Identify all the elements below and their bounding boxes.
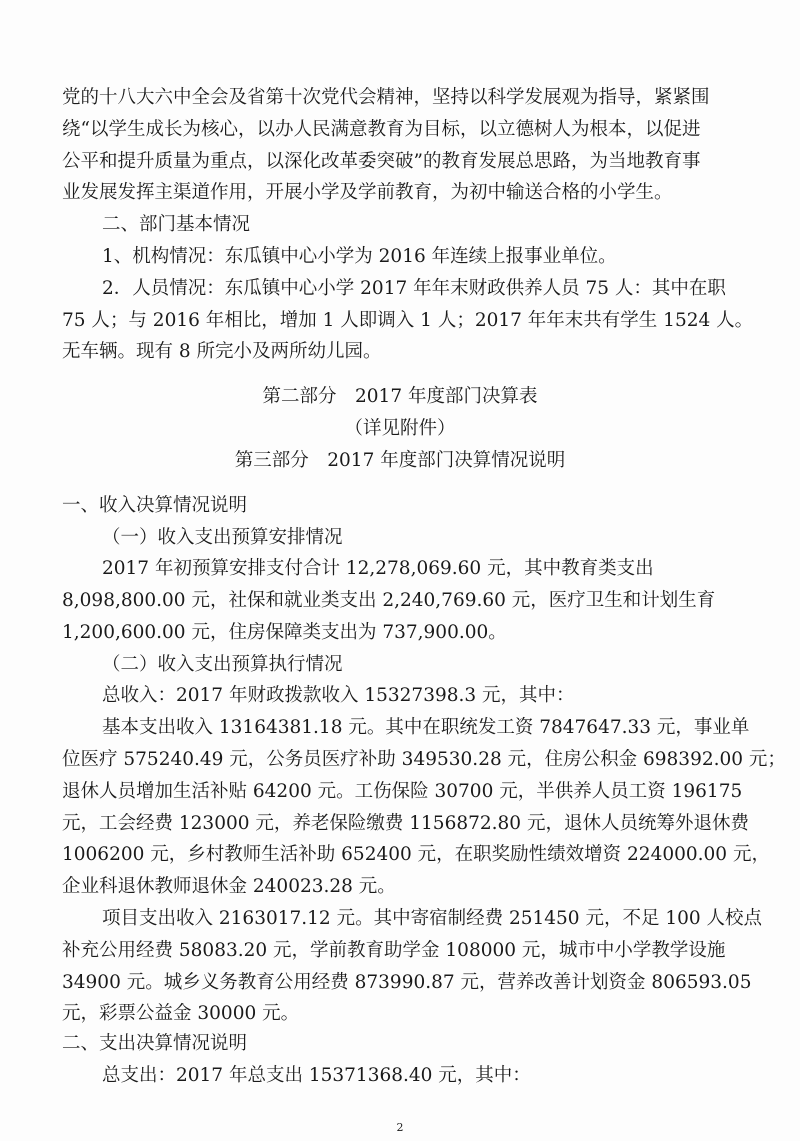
paragraph-line: 项目支出收入 2163017.12 元。其中寄宿制经费 251450 元，不足 100 人校点	[102, 907, 763, 929]
paragraph-line: 绕“以学生成长为核心，以办人民满意教育为目标，以立德树人为根本，以促进	[62, 118, 701, 140]
paragraph-line: 2．人员情况：东瓜镇中心小学 2017 年年末财政供养人员 75 人：其中在职	[102, 277, 726, 299]
paragraph-line: 补充公用经费 58083.20 元，学前教育助学金 108000 元，城市中小学教学设施	[62, 939, 726, 961]
paragraph-line: 位医疗 575240.49 元，公务员医疗补助 349530.28 元，住房公积金 698392.00 元；	[62, 749, 786, 770]
paragraph-line: 1006200 元，乡村教师生活补助 652400 元，在职奖励性绩效增资 224000.00 元，	[62, 844, 770, 866]
part-heading: 第二部分 2017 年度部门决算表	[262, 386, 538, 408]
paragraph-line: 总收入：2017 年财政拨款收入 15327398.3 元，其中：	[102, 685, 575, 707]
paragraph-line: 总支出：2017 年总支出 15371368.40 元，其中：	[102, 1064, 531, 1086]
part-heading: 第三部分 2017 年度部门决算情况说明	[234, 449, 566, 471]
paragraph-line: 元，工会经费 123000 元，养老保险缴费 1156872.80 元，退休人员统筹外退休费	[62, 812, 749, 834]
paragraph-line: 无车辆。现有 8 所完小及两所幼儿园。	[62, 341, 382, 363]
paragraph-line: 8,098,800.00 元，社保和就业类支出 2,240,769.60 元，医疗卫生和计划生育	[62, 590, 716, 611]
paragraph-line: 基本支出收入 13164381.18 元。其中在职统发工资 7847647.33 元，事业单	[102, 717, 750, 739]
paragraph-line: 1,200,600.00 元，住房保障类支出为 737,900.00。	[62, 621, 507, 643]
paragraph-line: 2017 年初预算安排支付合计 12,278,069.60 元，其中教育类支出	[102, 558, 654, 580]
page-number: 2	[396, 1121, 404, 1134]
part-note: （详见附件）	[344, 418, 456, 439]
subsection-heading: （二）收入支出预算执行情况	[102, 653, 343, 675]
paragraph-line: 公平和提升质量为重点，以深化改革委突破”的教育发展总思路，为当地教育事	[62, 150, 701, 172]
paragraph-line: 1、机构情况：东瓜镇中心小学为 2016 年连续上报事业单位。	[102, 246, 617, 267]
section-heading: 二、支出决算情况说明	[62, 1033, 248, 1055]
paragraph-line: 业发展发挥主渠道作用，开展小学及学前教育，为初中输送合格的小学生。	[62, 182, 673, 204]
paragraph-line: 元，彩票公益金 30000 元。	[62, 1003, 300, 1025]
paragraph-line: 75 人；与 2016 年相比，增加 1 人即调入 1 人；2017 年年末共有学生 1524 人。	[62, 309, 754, 331]
section-heading: 一、收入决算情况说明	[62, 494, 248, 516]
paragraph-line: 党的十八大六中全会及省第十次党代会精神，坚持以科学发展观为指导，紧紧围	[62, 87, 710, 108]
paragraph-line: 退休人员增加生活补贴 64200 元。工伤保险 30700 元，半供养人员工资 196175	[62, 780, 743, 802]
paragraph-line: 34900 元。城乡义务教育公用经费 873990.87 元，营养改善计划资金 806593.05	[62, 971, 752, 993]
subsection-heading: （一）收入支出预算安排情况	[102, 526, 343, 548]
section-heading: 二、部门基本情况	[102, 214, 251, 236]
paragraph-line: 企业科退休教师退休金 240023.28 元。	[62, 876, 396, 898]
